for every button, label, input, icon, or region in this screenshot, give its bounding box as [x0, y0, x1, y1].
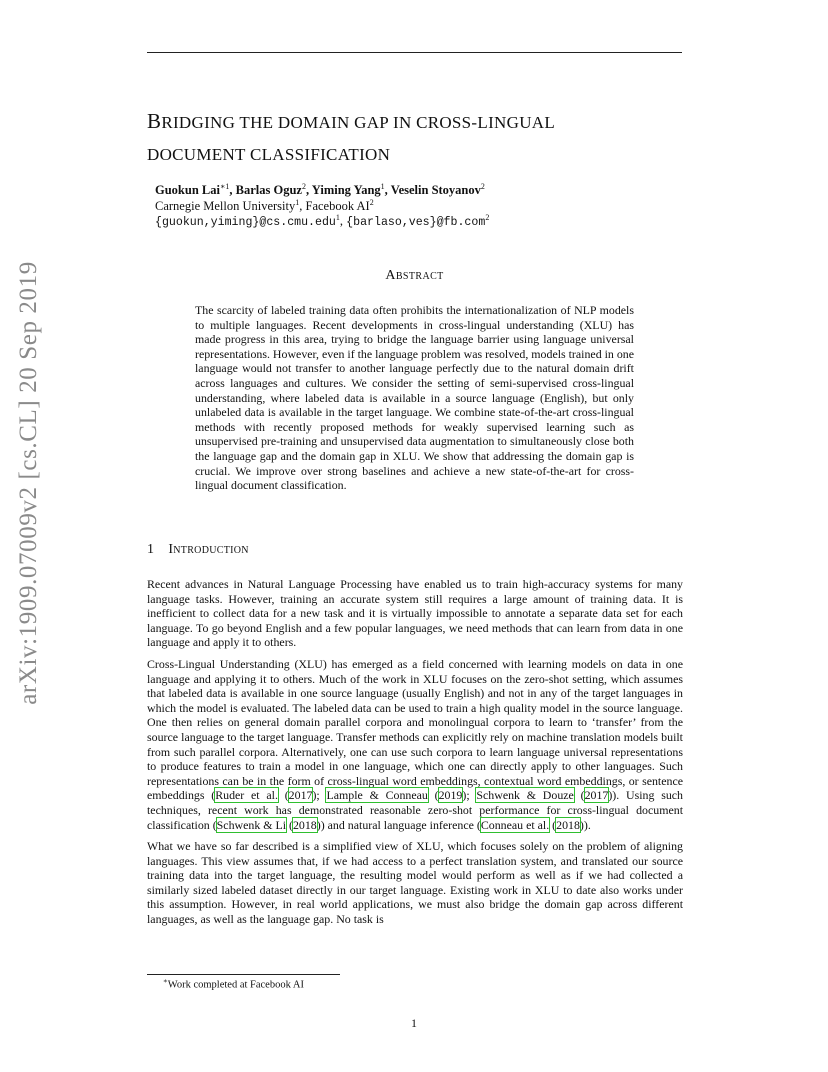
section-title: Introduction [168, 542, 249, 557]
paragraph-2: Cross-Lingual Understanding (XLU) has emerged as a field concerned with learning models on data in one language and applying it to others. Much of the work in XLU focuses on the zero-shot setting, which assumes that labeled data is available in one source language (usually English) and not in any of the target languages in which the model is evaluated. The labeled data can be used to train a high quality model in the source language. One then relies on general domain parallel corpora and monolingual corpora to learn to ‘transfer’ from the source language to the target language. Transfer methods can explicitly rely on machine translation models built from such parallel corpora. Alternatively, one can use such corpora to learn language universal representations to produce features to train a model in one language, which one can directly apply to other languages. Such representations can be in the form of cross-lingual word embeddings, contextual word embeddings, or sentence embeddings (Ruder et al. (2017); Lample & Conneau (2019); Schwenk & Douze (2017)). Using such techniques, recent work has demonstrated reasonable zero-shot performance for cross-lingual document classification (Schwenk & Li (2018)) and natural language inference (Conneau et al. (2018)). [147, 656, 683, 832]
page-number: 1 [411, 1016, 417, 1030]
title-line1: BRIDGING THE DOMAIN GAP IN CROSS-LINGUAL [147, 109, 556, 133]
paper-title [147, 106, 687, 170]
section-body [147, 577, 683, 934]
citation-year-link[interactable]: 2018 [556, 817, 580, 832]
title-line2: DOCUMENT CLASSIFICATION [147, 145, 391, 164]
citation-year-link[interactable]: 2019 [438, 788, 463, 803]
citation-link[interactable]: Lample & Conneau [326, 788, 428, 803]
citation-link[interactable]: Conneau et al. [480, 817, 550, 832]
author-block [155, 183, 675, 231]
top-rule [147, 52, 682, 53]
footnote: ∗Work completed at Facebook AI [163, 977, 304, 991]
citation-year-link[interactable]: 2018 [292, 817, 317, 832]
author-names: Guokun Lai$^{∗1}$, Barlas Oguz$^2$, Yiming Yang$^1$, Veselin Stoyanov$^2$ [155, 181, 485, 197]
section-heading [147, 542, 249, 558]
arxiv-stamp [12, 261, 46, 705]
emails: {guokun,yiming}@cs.cmu.edu$^1$, {barlaso,ves}@fb.com$^2$ [155, 212, 490, 229]
arxiv-stamp-text: arXiv:1909.07009v2 [cs.CL] 20 Sep 2019 [15, 261, 42, 705]
citation-link[interactable]: Schwenk & Li [216, 817, 287, 832]
abstract-text: The scarcity of labeled training data often prohibits the internationalization of NLP models to multiple languages. Recent developments in cross-lingual understanding (XLU) has made progress in this area, trying to bridge the language barrier using language universal representations. However, even if the language problem was resolved, models trained in one language would not transfer to another language perfectly due to the natural domain drift across languages and cultures. We consider the setting of semi-supervised cross-lingual understanding, where labeled data is available in a source language (English), but only unlabeled data is available in the target language. We combine state-of-the-art cross-lingual methods with recently proposed methods for weakly supervised learning such as unsupervised pre-training and unsupervised data augmentation to simultaneously close both the language gap and the domain gap in XLU. We show that addressing the domain gap is crucial. We improve over strong baselines and achieve a new state-of-the-art for cross-lingual document classification. [195, 303, 635, 493]
footnote-rule [147, 974, 340, 975]
citation-link[interactable]: Ruder et al. [215, 788, 278, 803]
affiliations: Carnegie Mellon University$^1$, Facebook $AI^2$ [155, 197, 374, 213]
citation-year-link[interactable]: 2017 [288, 788, 313, 803]
section-number: 1 [147, 542, 155, 557]
citation-link[interactable]: Schwenk & Douze [476, 788, 574, 803]
citation-year-link[interactable]: 2017 [584, 788, 609, 803]
paragraph-1: Recent advances in Natural Language Processing have enabled us to train high-accuracy systems for many language tasks. However, training an accurate system still requires a large amount of training data. It is inefficient to collect data for a new task and it is virtually impossible to annotate a separate data set for each language. To go beyond English and a few popular languages, we need methods that can learn from data in one language and apply it to others. [147, 577, 683, 650]
abstract-heading: Abstract [385, 268, 444, 283]
paragraph-3: What we have so far described is a simplified view of XLU, which focuses solely on the problem of aligning languages. This view assumes that, if we had access to a perfect translation system, and translated our source training data into the target language, the resulting model would perform as well as if we had collected a similarly sized labeled dataset directly in our target language. Existing work in XLU to date also works under this assumption. However, in real world applications, we must also bridge the domain gap across different languages, as well as the language gap. No task is [147, 839, 683, 927]
